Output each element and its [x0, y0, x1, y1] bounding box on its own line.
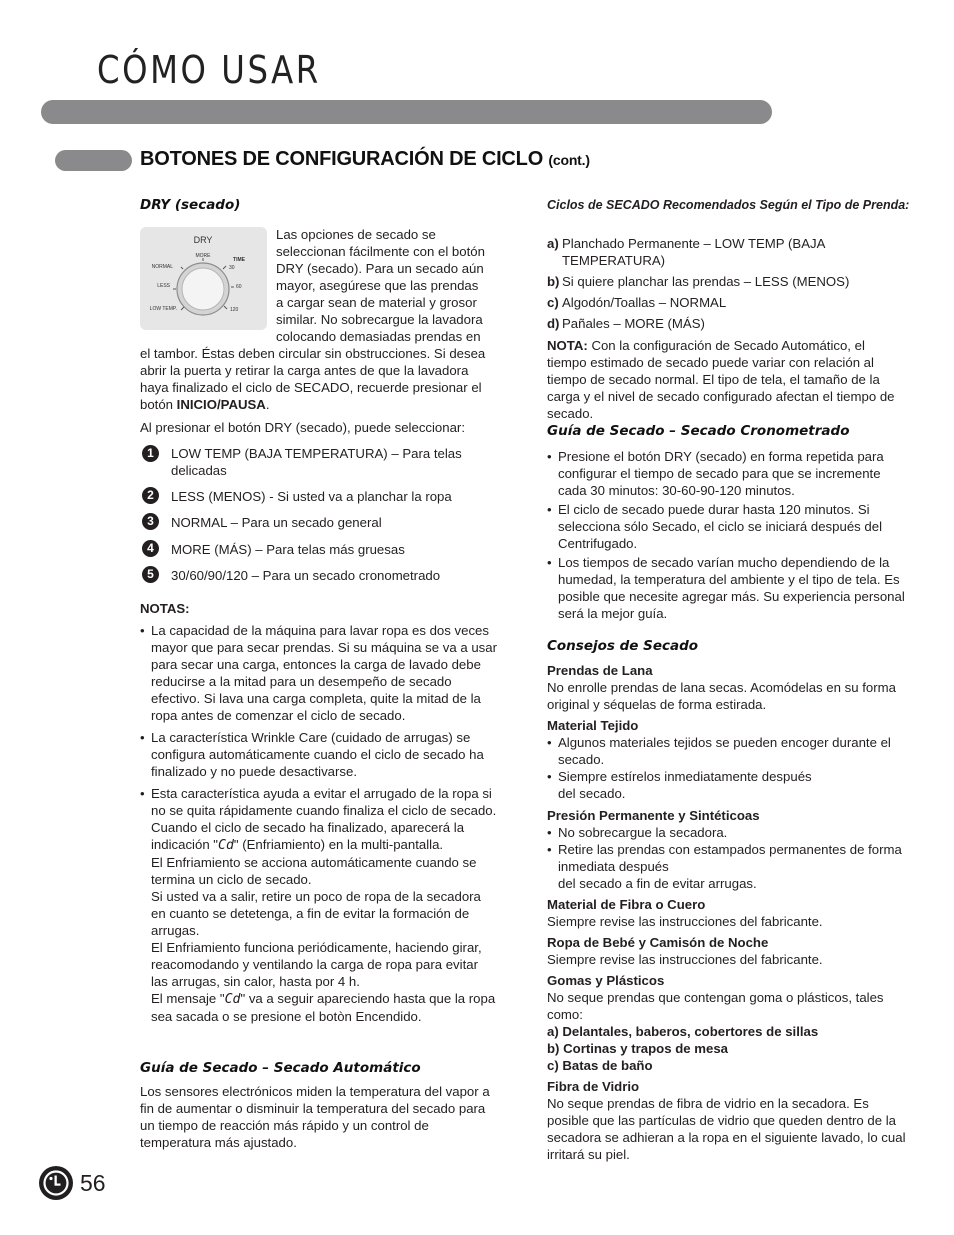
note-3-p3: El Enfriamiento se acciona automáticamente cuando se termina un ciclo de secado.	[151, 855, 477, 887]
note-3-text: • Esta característica ayuda a evitar el arrugado de la ropa si no se quita rápidamente cuando finaliza el ciclo de secado.	[151, 786, 497, 818]
glass-text: No seque prendas de fibra de vidrio en la secadora. Es posible que las partículas de vidrio que queden dentro de la secadora se adhieran a la ropa en el siguiente lavado, lo cual irritará su piel.	[547, 1096, 906, 1162]
nota-label: NOTA:	[547, 338, 588, 353]
perm-bullet-2b: del secado a fin de evitar arrugas.	[558, 876, 757, 891]
intro-line: similar. No sobrecargue la lavadora	[276, 312, 483, 327]
rec-text: Algodón/Toallas – NORMAL	[562, 295, 727, 310]
option-number-2: 2	[142, 487, 159, 504]
section-heading-cont: (cont.)	[548, 152, 590, 168]
note-3-p4: Si usted va a salir, retire un poco de ropa de la secadora en cuanto se detetenga, a fin de evitar la formación de arrugas.	[151, 889, 481, 938]
note-3-p6	[151, 990, 498, 1025]
page-title: CÓMO USAR	[97, 48, 321, 92]
option-number-4: 4	[142, 540, 159, 557]
nota-paragraph	[547, 337, 907, 422]
intro-rest-text: el tambor. Éstas deben circular sin obstrucciones. Si desea abrir la puerta y retirar la carga antes de que la lavadora haya finalizado el ciclo de SECADO, recuerde presionar el botón	[140, 346, 486, 412]
knit-bullet-2b: del secado.	[558, 786, 626, 801]
cd-display-glyph: Cd	[218, 838, 234, 853]
note-3-p6b: " va a seguir apareciendo hasta que la ropa sea sacada o se presione el botòn Encendido.	[151, 991, 496, 1024]
intro-line: seleccionan fácilmente con el botón	[276, 244, 485, 259]
knit-bullet: • Algunos materiales tejidos se pueden encoger durante el secado.	[547, 734, 909, 768]
note-3-p6a: El mensaje "	[151, 991, 225, 1006]
timed-bullet: • Presione el botón DRY (secado) en forma repetida para configurar el tiempo de secado para que se incremente cada 30 minutos: 30-60-90-120 minutos.	[547, 448, 907, 499]
section-heading-text: BOTONES DE CONFIGURACIÓN DE CICLO	[140, 148, 544, 170]
rubber-text: No seque prendas que contengan goma o plásticos, tales como:	[547, 990, 884, 1022]
rubber-item-c: c) Batas de baño	[547, 1058, 653, 1073]
knit-heading: Material Tejido	[547, 718, 639, 733]
note-3-cd-line	[151, 819, 498, 854]
intro-line: Las opciones de secado se	[276, 227, 436, 242]
baby-heading: Ropa de Bebé y Camisón de Noche	[547, 935, 769, 950]
recommended-cycles-list	[547, 235, 907, 422]
dial-label-normal: NORMAL	[151, 264, 173, 270]
notes-heading: NOTAS:	[140, 601, 190, 616]
rec-item	[547, 294, 907, 311]
rec-letter: d)	[547, 316, 560, 331]
option-number-1: 1	[142, 445, 159, 462]
rubber-item-a: a) Delantales, baberos, cobertores de sillas	[547, 1024, 819, 1039]
option-2-text: LESS (MENOS) - Si usted va a planchar la ropa	[171, 489, 452, 504]
rec-item	[547, 315, 907, 332]
knit-bullet-2a: • Siempre estírelos inmediatamente después	[558, 769, 812, 784]
perm-bullet-2a: • Retire las prendas con estampados permanentes de forma inmediata después	[558, 842, 902, 874]
tips-heading: Consejos de Secado	[547, 638, 699, 654]
option-number-3: 3	[142, 513, 159, 530]
section-pill-decoration	[55, 150, 132, 171]
perm-bullet: • No sobrecargue la secadora.	[547, 824, 909, 841]
timed-bullet: • El ciclo de secado puede durar hasta 120 minutos. Si selecciona sólo Secado, el ciclo se iniciará después del Centrifugado.	[547, 501, 907, 552]
rubber-item-b: b) Cortinas y trapos de mesa	[547, 1041, 729, 1056]
note-3-p2b: " (Enfriamiento) en la multi-pantalla.	[233, 837, 444, 852]
dry-intro-rest	[140, 345, 500, 436]
glass-heading: Fibra de Vidrio	[547, 1079, 640, 1094]
intro-line: a cargar sean de material y grosor	[276, 295, 477, 310]
dial-label-time: TIME	[233, 257, 245, 263]
note-1-text: La capacidad de la máquina para lavar ropa es dos veces mayor que para secar prendas. Si su máquina se va a usar para secar una carga, entonces la carga de lavado debe reducirse a la mitad para un desempeño de secado efectivo. Si lava una carga completa, quite la mitad de la ropa antes de comenzar el ciclo de secado.	[151, 623, 497, 723]
dry-dial-icon	[140, 227, 267, 330]
cd-display-glyph: Cd	[224, 992, 241, 1007]
title-bar-decoration	[41, 100, 772, 124]
dial-label-120: 120	[230, 307, 239, 313]
nota-text: Con la configuración de Secado Automático, el tiempo estimado de secado puede variar con relación al tiempo de secado normal. El tipo de tela, el tamaño de la carga y el nivel de secado configurado afectan el tiempo de secado.	[547, 338, 895, 421]
dial-label-30: 30	[229, 265, 235, 271]
option-4-text: MORE (MÁS) – Para telas más gruesas	[171, 542, 405, 557]
page-number: 56	[80, 1170, 106, 1196]
option-5-text: 30/60/90/120 – Para un secado cronometrado	[171, 568, 441, 583]
intro-line: DRY (secado). Para un secado aún	[276, 261, 484, 276]
inicio-pausa-label: INICIO/PAUSA	[176, 397, 266, 412]
dry-dial-illustration	[140, 227, 267, 330]
rec-letter: c)	[547, 295, 559, 310]
perm-heading: Presión Permanente y Sintéticoas	[547, 808, 760, 823]
rec-item	[547, 273, 907, 290]
note-item-1	[140, 622, 498, 724]
wool-text: No enrolle prendas de lana secas. Acomódelas en su forma original y séquelas de forma estirada.	[547, 680, 896, 712]
rubber-heading: Gomas y Plásticos	[547, 973, 665, 988]
dial-label-less: LESS	[157, 283, 170, 289]
timed-bullet: • Los tiempos de secado varían mucho dependiendo de la humedad, la temperatura del ambiente y el tipo de tela. Es posible que necesite agregar más. Su experiencia personal será la mejor guía.	[547, 554, 907, 622]
rec-text: Planchado Permanente – LOW TEMP (BAJA TEMPERATURA)	[562, 236, 825, 268]
dry-subheading: DRY (secado)	[140, 197, 241, 213]
dry-intro-side	[276, 226, 501, 345]
timed-dry-heading: Guía de Secado – Secado Cronometrado	[547, 423, 850, 439]
rec-text: Pañales – MORE (MÁS)	[562, 316, 705, 331]
lg-logo-icon	[39, 1166, 73, 1200]
dial-label-dry: DRY	[193, 235, 213, 245]
auto-dry-text: Los sensores electrónicos miden la temperatura del vapor a fin de aumentar o disminuir la temperatura del secado para un tiempo de reacción más rápido y un control de temperatura más ajustado.	[140, 1084, 490, 1150]
notes-block	[140, 600, 498, 1025]
perm-bullet	[547, 841, 909, 892]
note-3-p5: El Enfriamiento funciona periódicamente, haciendo girar, reacomodando y ventilando la carga de ropa para evitar las arrugas, sin calor, hasta por 4 h.	[151, 940, 482, 989]
rec-letter: b)	[547, 274, 560, 289]
rec-item	[547, 235, 907, 269]
note-item-2	[140, 729, 498, 780]
wool-heading: Prendas de Lana	[547, 663, 653, 678]
rec-letter: a)	[547, 236, 559, 251]
intro-end: .	[265, 397, 270, 412]
knit-bullet	[547, 768, 909, 802]
dial-label-more: MORE	[195, 253, 211, 259]
fiber-heading: Material de Fibra o Cuero	[547, 897, 706, 912]
rec-text: Si quiere planchar las prendas – LESS (MENOS)	[562, 274, 850, 289]
option-number-5: 5	[142, 566, 159, 583]
timed-dry-list	[547, 448, 907, 622]
section-heading	[140, 148, 590, 171]
note-2-text: La característica Wrinkle Care (cuidado de arrugas) se configura automáticamente cuando el ciclo de secado ha finalizado y no puede desactivarse.	[151, 730, 484, 779]
auto-dry-heading: Guía de Secado – Secado Automático	[140, 1060, 421, 1076]
note-item-3	[140, 785, 498, 1025]
fiber-text: Siempre revise las instrucciones del fabricante.	[547, 914, 823, 929]
option-1-text: LOW TEMP (BAJA TEMPERATURA) – Para telas delicadas	[171, 446, 462, 478]
tips-block	[547, 662, 909, 1163]
intro-line: mayor, asegúrese que las prendas	[276, 278, 479, 293]
dial-label-60: 60	[236, 284, 242, 290]
intro-line: colocando demasiadas prendas en	[276, 329, 481, 344]
note-3-p2a: Cuando el ciclo de secado ha finalizado, aparecerá la indicación "	[151, 820, 465, 852]
baby-text: Siempre revise las instrucciones del fabricante.	[547, 952, 823, 967]
option-3-text: NORMAL – Para un secado general	[171, 515, 382, 530]
dial-label-low-temp: LOW TEMP.	[149, 306, 177, 312]
select-intro: Al presionar el botón DRY (secado), puede seleccionar:	[140, 420, 465, 435]
recommended-cycles-heading: Ciclos de SECADO Recomendados Según el Tipo de Prenda:	[547, 198, 910, 212]
